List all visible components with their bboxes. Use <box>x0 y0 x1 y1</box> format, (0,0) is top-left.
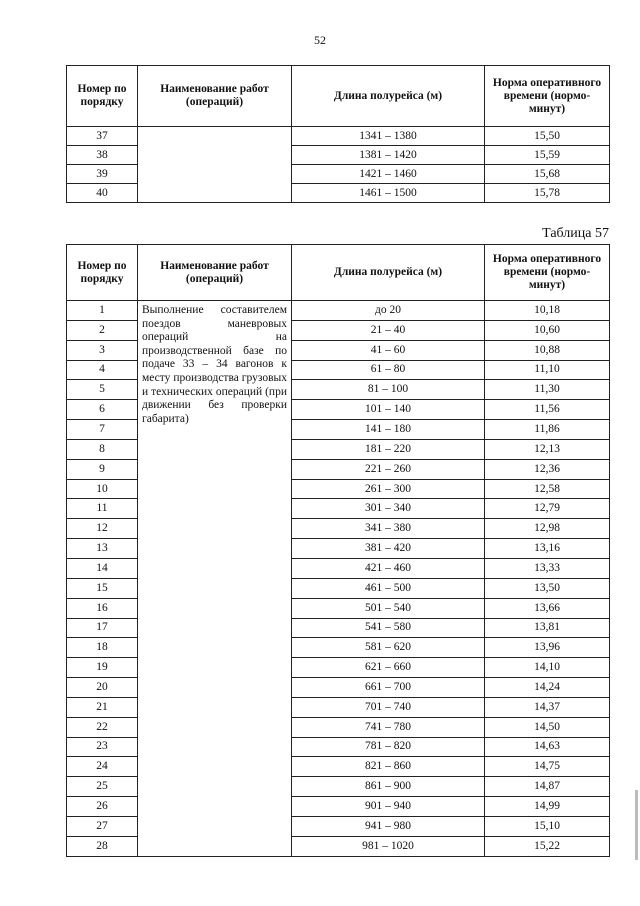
length-range: 101 – 140 <box>292 400 485 420</box>
row-number: 10 <box>67 479 138 499</box>
table-body <box>67 301 610 857</box>
length-range: 501 – 540 <box>292 598 485 618</box>
table-caption: Таблица 57 <box>542 226 609 241</box>
norm-value: 15,59 <box>485 146 610 165</box>
length-range: 781 – 820 <box>292 737 485 757</box>
header-name: Наименование работ (операций) <box>138 245 292 301</box>
row-number: 27 <box>67 816 138 836</box>
norm-value: 14,24 <box>485 678 610 698</box>
length-range: 661 – 700 <box>292 678 485 698</box>
length-range: 541 – 580 <box>292 618 485 638</box>
row-number: 21 <box>67 697 138 717</box>
length-range: 381 – 420 <box>292 539 485 559</box>
norm-value: 11,10 <box>485 360 610 380</box>
row-number: 18 <box>67 638 138 658</box>
row-number: 3 <box>67 340 138 360</box>
length-range: 41 – 60 <box>292 340 485 360</box>
header-norm: Норма оперативного времени (нормо-минут) <box>485 245 610 301</box>
norm-value: 12,58 <box>485 479 610 499</box>
length-range: до 20 <box>292 301 485 321</box>
norm-value: 11,56 <box>485 400 610 420</box>
header-length: Длина полурейса (м) <box>292 245 485 301</box>
table-header-row <box>67 66 610 127</box>
length-range: 741 – 780 <box>292 717 485 737</box>
length-range: 81 – 100 <box>292 380 485 400</box>
length-range: 141 – 180 <box>292 420 485 440</box>
norm-value: 14,87 <box>485 777 610 797</box>
row-number: 2 <box>67 320 138 340</box>
row-number: 26 <box>67 797 138 817</box>
row-number: 25 <box>67 777 138 797</box>
header-norm: Норма оперативного времени (нормо-минут) <box>485 66 610 127</box>
page-number: 52 <box>314 33 326 47</box>
header-name: Наименование работ (операций) <box>138 66 292 127</box>
norm-value: 14,75 <box>485 757 610 777</box>
row-number: 11 <box>67 499 138 519</box>
length-range: 861 – 900 <box>292 777 485 797</box>
length-range: 61 – 80 <box>292 360 485 380</box>
row-number: 14 <box>67 558 138 578</box>
length-range: 621 – 660 <box>292 658 485 678</box>
row-number: 8 <box>67 439 138 459</box>
row-number: 39 <box>67 165 138 184</box>
length-range: 421 – 460 <box>292 558 485 578</box>
row-number: 40 <box>67 184 138 203</box>
header-length: Длина полурейса (м) <box>292 66 485 127</box>
length-range: 941 – 980 <box>292 816 485 836</box>
norm-value: 13,33 <box>485 558 610 578</box>
length-range: 1341 – 1380 <box>292 127 485 146</box>
norm-value: 13,66 <box>485 598 610 618</box>
norm-value: 10,60 <box>485 320 610 340</box>
norm-value: 13,50 <box>485 578 610 598</box>
norm-value: 14,63 <box>485 737 610 757</box>
norm-value: 15,68 <box>485 165 610 184</box>
norm-value: 14,10 <box>485 658 610 678</box>
length-range: 1381 – 1420 <box>292 146 485 165</box>
norm-value: 11,86 <box>485 420 610 440</box>
operation-description <box>138 127 292 203</box>
norm-value: 13,16 <box>485 539 610 559</box>
scan-edge-mark <box>635 790 638 860</box>
length-range: 821 – 860 <box>292 757 485 777</box>
length-range: 1421 – 1460 <box>292 165 485 184</box>
norm-value: 12,36 <box>485 459 610 479</box>
length-range: 1461 – 1500 <box>292 184 485 203</box>
norm-value: 15,78 <box>485 184 610 203</box>
row-number: 24 <box>67 757 138 777</box>
norm-value: 10,18 <box>485 301 610 321</box>
row-number: 4 <box>67 360 138 380</box>
length-range: 341 – 380 <box>292 519 485 539</box>
norms-table-continued <box>66 65 610 203</box>
table-body <box>67 127 610 203</box>
norm-value: 10,88 <box>485 340 610 360</box>
length-range: 581 – 620 <box>292 638 485 658</box>
row-number: 5 <box>67 380 138 400</box>
length-range: 981 – 1020 <box>292 836 485 856</box>
norm-value: 12,79 <box>485 499 610 519</box>
row-number: 16 <box>67 598 138 618</box>
row-number: 23 <box>67 737 138 757</box>
norm-value: 15,10 <box>485 816 610 836</box>
norm-value: 11,30 <box>485 380 610 400</box>
row-number: 13 <box>67 539 138 559</box>
length-range: 181 – 220 <box>292 439 485 459</box>
norm-value: 12,98 <box>485 519 610 539</box>
norms-table-57 <box>66 244 610 857</box>
length-range: 901 – 940 <box>292 797 485 817</box>
table-row <box>67 127 610 146</box>
length-range: 461 – 500 <box>292 578 485 598</box>
norm-value: 12,13 <box>485 439 610 459</box>
row-number: 17 <box>67 618 138 638</box>
length-range: 21 – 40 <box>292 320 485 340</box>
length-range: 701 – 740 <box>292 697 485 717</box>
operation-description: Выполнение составителем поездов маневровых операций на производственной базе по подаче 33 – 34 вагонов к месту производства грузовых и технических операций (при движении без проверки габарита) <box>138 301 292 857</box>
row-number: 20 <box>67 678 138 698</box>
norm-value: 13,81 <box>485 618 610 638</box>
norm-value: 15,50 <box>485 127 610 146</box>
table-header-row <box>67 245 610 301</box>
header-num: Номер по порядку <box>67 245 138 301</box>
row-number: 12 <box>67 519 138 539</box>
header-num: Номер по порядку <box>67 66 138 127</box>
row-number: 37 <box>67 127 138 146</box>
norm-value: 14,50 <box>485 717 610 737</box>
norm-value: 15,22 <box>485 836 610 856</box>
norm-value: 13,96 <box>485 638 610 658</box>
row-number: 15 <box>67 578 138 598</box>
length-range: 221 – 260 <box>292 459 485 479</box>
row-number: 28 <box>67 836 138 856</box>
norm-value: 14,99 <box>485 797 610 817</box>
row-number: 22 <box>67 717 138 737</box>
table-row <box>67 301 610 321</box>
row-number: 9 <box>67 459 138 479</box>
row-number: 38 <box>67 146 138 165</box>
row-number: 1 <box>67 301 138 321</box>
row-number: 6 <box>67 400 138 420</box>
row-number: 19 <box>67 658 138 678</box>
length-range: 261 – 300 <box>292 479 485 499</box>
length-range: 301 – 340 <box>292 499 485 519</box>
row-number: 7 <box>67 420 138 440</box>
norm-value: 14,37 <box>485 697 610 717</box>
